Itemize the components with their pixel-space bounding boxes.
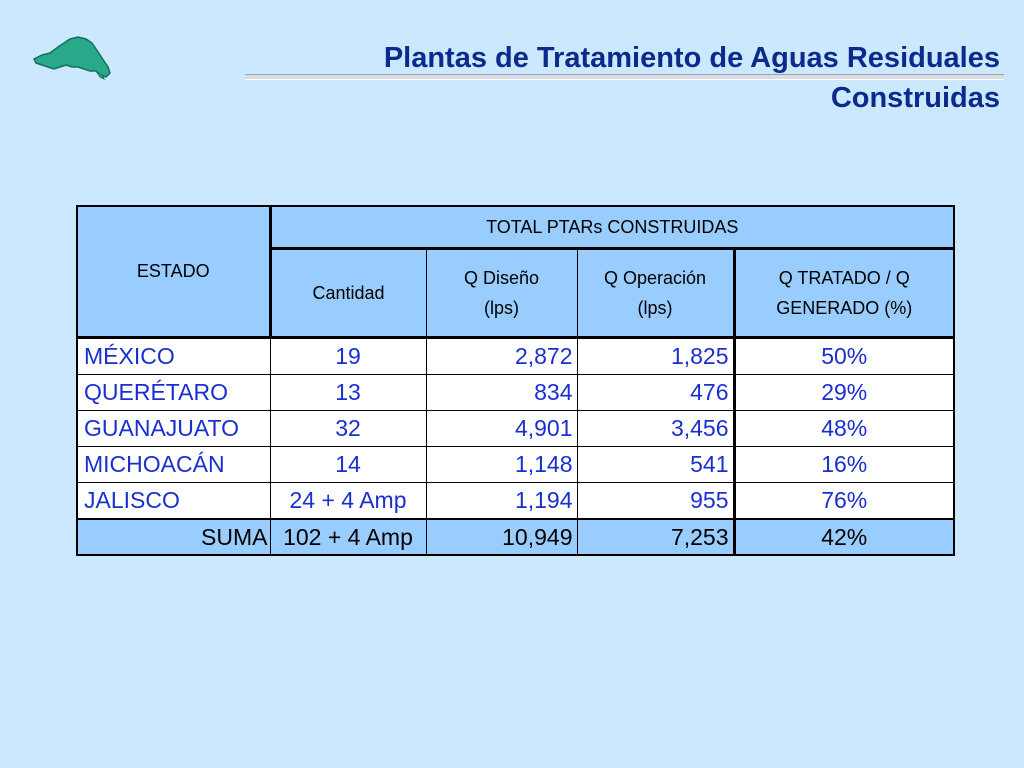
header-q-operacion-line1: Q Operación [603, 268, 707, 288]
row-estado: MICHOACÁN [77, 447, 270, 483]
header-cantidad: Cantidad [270, 249, 426, 338]
header-q-tratado-line1: Q TRATADO / Q [778, 268, 910, 288]
header-q-operacion [577, 249, 734, 338]
row-q-diseno: 4,901 [426, 411, 577, 447]
row-estado: MÉXICO [77, 338, 270, 375]
row-q-operacion: 955 [577, 483, 734, 520]
header-q-diseno [426, 249, 577, 338]
table-row [77, 338, 954, 375]
row-ratio: 16% [734, 447, 954, 483]
total-cantidad: 102 + 4 Amp [270, 519, 426, 555]
header-q-diseno-line2: (lps) [484, 298, 519, 318]
row-ratio: 48% [734, 411, 954, 447]
table-row [77, 411, 954, 447]
row-estado: GUANAJUATO [77, 411, 270, 447]
ptar-table [76, 205, 955, 556]
total-label: SUMA [77, 519, 270, 555]
header-q-tratado [734, 249, 954, 338]
row-q-operacion: 476 [577, 375, 734, 411]
row-ratio: 50% [734, 338, 954, 375]
total-q-diseno: 10,949 [426, 519, 577, 555]
total-q-operacion: 7,253 [577, 519, 734, 555]
row-cantidad: 32 [270, 411, 426, 447]
table-row [77, 447, 954, 483]
table-row [77, 483, 954, 520]
title-divider [245, 74, 1004, 80]
row-q-diseno: 834 [426, 375, 577, 411]
row-q-operacion: 3,456 [577, 411, 734, 447]
row-q-operacion: 1,825 [577, 338, 734, 375]
total-row [77, 519, 954, 555]
header-estado: ESTADO [77, 206, 270, 338]
total-ratio: 42% [734, 519, 954, 555]
table-row [77, 375, 954, 411]
row-cantidad: 14 [270, 447, 426, 483]
map-icon [30, 33, 112, 81]
row-estado: QUERÉTARO [77, 375, 270, 411]
row-q-diseno: 1,148 [426, 447, 577, 483]
row-q-diseno: 2,872 [426, 338, 577, 375]
header-group: TOTAL PTARs CONSTRUIDAS [270, 206, 954, 249]
header-q-tratado-line2: GENERADO (%) [776, 298, 913, 318]
row-q-operacion: 541 [577, 447, 734, 483]
row-q-diseno: 1,194 [426, 483, 577, 520]
row-ratio: 29% [734, 375, 954, 411]
row-cantidad: 13 [270, 375, 426, 411]
title-line-1: Plantas de Tratamiento de Aguas Residuales [383, 42, 1000, 74]
row-ratio: 76% [734, 483, 954, 520]
header-q-diseno-line1: Q Diseño [463, 268, 540, 288]
row-cantidad: 24 + 4 Amp [270, 483, 426, 520]
row-estado: JALISCO [77, 483, 270, 520]
header-q-operacion-line2: (lps) [637, 298, 673, 318]
row-cantidad: 19 [270, 338, 426, 375]
title-line-2: Construidas [830, 82, 1000, 114]
